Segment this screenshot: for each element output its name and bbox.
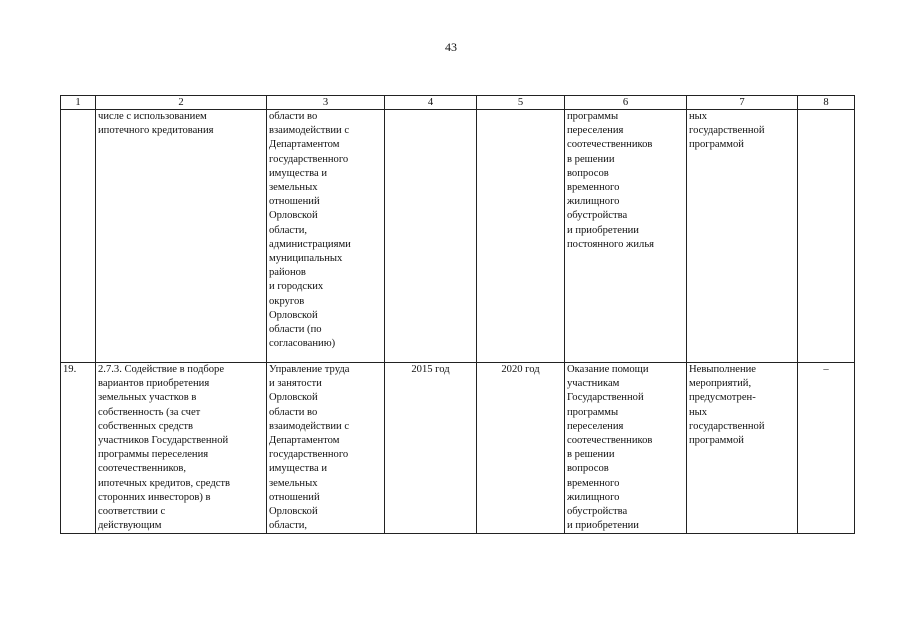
expected-result-cell: программы переселения соотечественников в решении вопросов временного жилищного обустройства и приобретении постоянного жилья <box>565 110 687 363</box>
end-year-cell: 2020 год <box>477 363 565 534</box>
column-header: 3 <box>267 96 385 110</box>
page-number: 43 <box>445 40 457 54</box>
table-row <box>61 363 855 534</box>
notes-cell: – <box>798 363 855 534</box>
column-header: 2 <box>96 96 267 110</box>
start-year-cell: 2015 год <box>385 363 477 534</box>
responsible-cell: области во взаимодействии с Департаментом государственного имущества и земельных отношений Орловской области, администрациями муниципальных районов и городских округов Орловской области (по согласованию) <box>267 110 385 363</box>
column-header: 6 <box>565 96 687 110</box>
column-header: 4 <box>385 96 477 110</box>
end-year-cell <box>477 110 565 363</box>
table-header-row <box>61 96 855 110</box>
column-header: 1 <box>61 96 96 110</box>
consequences-cell: Невыполнение мероприятий, предусмотрен- ных государственной программой <box>687 363 798 534</box>
measure-name-cell: числе с использованием ипотечного кредитования <box>96 110 267 363</box>
column-header: 8 <box>798 96 855 110</box>
row-number-cell <box>61 110 96 363</box>
notes-cell <box>798 110 855 363</box>
row-number-cell: 19. <box>61 363 96 534</box>
start-year-cell <box>385 110 477 363</box>
column-header: 5 <box>477 96 565 110</box>
responsible-cell: Управление труда и занятости Орловской области во взаимодействии с Департаментом государственного имущества и земельных отношений Орловской области, <box>267 363 385 534</box>
column-header: 7 <box>687 96 798 110</box>
table-row <box>61 110 855 363</box>
consequences-cell: ных государственной программой <box>687 110 798 363</box>
expected-result-cell: Оказание помощи участникам Государственной программы переселения соотечественников в решении вопросов временного жилищного обустройства и приобретении <box>565 363 687 534</box>
measure-name-cell: 2.7.3. Содействие в подборе вариантов приобретения земельных участков в собственность (за счет собственных средств участников Государственной программы переселения соотечественников, ипотечных кредитов, средств сторонних инвесторов) в соответствии с действующим <box>96 363 267 534</box>
document-table <box>60 95 855 534</box>
